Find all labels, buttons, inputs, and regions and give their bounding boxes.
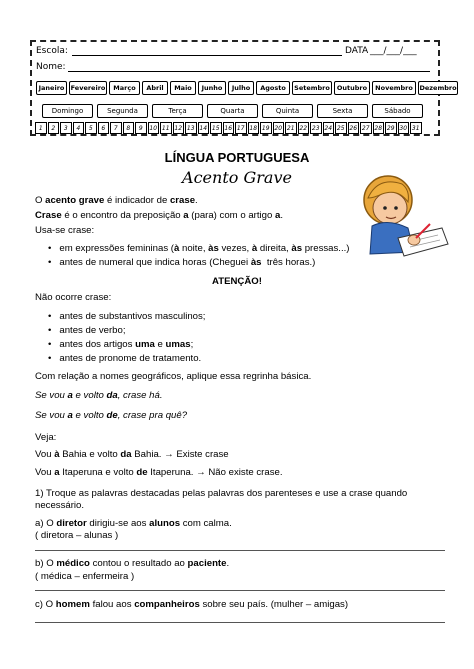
day-box[interactable]: 1 bbox=[35, 122, 47, 134]
text-line-1: O acento grave é indicador de crase. bbox=[35, 195, 198, 206]
day-box[interactable]: 21 bbox=[285, 122, 297, 134]
weekday-box[interactable]: Sexta bbox=[317, 104, 368, 118]
month-box[interactable]: Outubro bbox=[334, 81, 370, 95]
month-box[interactable]: Maio bbox=[170, 81, 196, 95]
weekday-box[interactable]: Segunda bbox=[97, 104, 148, 118]
escola-label: Escola: bbox=[36, 46, 68, 56]
day-box[interactable]: 12 bbox=[173, 122, 185, 134]
day-box[interactable]: 6 bbox=[98, 122, 110, 134]
months-row bbox=[36, 81, 458, 95]
text-line-4: Não ocorre crase: bbox=[35, 292, 112, 303]
day-box[interactable]: 28 bbox=[373, 122, 385, 134]
day-box[interactable]: 4 bbox=[73, 122, 85, 134]
data-label: DATA bbox=[345, 46, 369, 56]
day-box[interactable]: 20 bbox=[273, 122, 285, 134]
weekday-box[interactable]: Quarta bbox=[207, 104, 258, 118]
rule-line-2: Se vou a e volto de, crase pra quê? bbox=[35, 410, 188, 421]
month-box[interactable]: Janeiro bbox=[36, 81, 67, 95]
day-box[interactable]: 27 bbox=[360, 122, 372, 134]
day-box[interactable]: 25 bbox=[335, 122, 347, 134]
day-box[interactable]: 7 bbox=[110, 122, 122, 134]
day-box[interactable]: 19 bbox=[260, 122, 272, 134]
page-subtitle: Acento Grave bbox=[182, 168, 292, 187]
day-box[interactable]: 22 bbox=[298, 122, 310, 134]
item-b-hint: ( médica – enfermeira ) bbox=[35, 571, 135, 582]
day-box[interactable]: 2 bbox=[48, 122, 60, 134]
data-blank[interactable]: ___/___/___ bbox=[370, 46, 417, 56]
days-row bbox=[35, 122, 422, 134]
weekday-box[interactable]: Terça bbox=[152, 104, 203, 118]
item-c-sentence: c) O homem falou aos companheiros sobre seu país. (mulher – amigas) bbox=[35, 599, 349, 610]
month-box[interactable]: Setembro bbox=[292, 81, 332, 95]
day-box[interactable]: 23 bbox=[310, 122, 322, 134]
item-a-hint: ( diretora – alunas ) bbox=[35, 530, 119, 541]
month-box[interactable]: Julho bbox=[228, 81, 254, 95]
day-box[interactable]: 29 bbox=[385, 122, 397, 134]
month-box[interactable]: Fevereiro bbox=[69, 81, 107, 95]
question-1-line-a: 1) Troque as palavras destacadas pelas palavras dos parenteses e use a crase quando bbox=[35, 488, 408, 499]
item-b-sentence: b) O médico contou o resultado ao paciente. bbox=[35, 558, 230, 569]
bullet-item: • antes de numeral que indica horas (Cheguei às três horas.) bbox=[48, 257, 316, 268]
rule-line-1: Se vou a e volto da, crase há. bbox=[35, 390, 163, 401]
question-1-line-b: necessário. bbox=[35, 500, 85, 511]
weekday-box[interactable]: Domingo bbox=[42, 104, 93, 118]
text-line-3: Usa-se crase: bbox=[35, 225, 95, 236]
month-box[interactable]: Agosto bbox=[256, 81, 290, 95]
bullet-item: • antes dos artigos uma e umas; bbox=[48, 339, 194, 350]
page-title: LÍNGUA PORTUGUESA bbox=[164, 150, 310, 165]
example-line-2: Vou a Itaperuna e volto de Itaperuna. → Não existe crase. bbox=[35, 467, 283, 478]
atencao-heading: ATENÇÃO! bbox=[212, 276, 262, 287]
text-line-8: Veja: bbox=[35, 432, 57, 443]
escola-line[interactable] bbox=[72, 55, 342, 56]
day-box[interactable]: 16 bbox=[223, 122, 235, 134]
bullet-item: • antes de substantivos masculinos; bbox=[48, 311, 206, 322]
day-box[interactable]: 24 bbox=[323, 122, 335, 134]
month-box[interactable]: Dezembro bbox=[418, 81, 458, 95]
day-box[interactable]: 14 bbox=[198, 122, 210, 134]
day-box[interactable]: 11 bbox=[160, 122, 172, 134]
day-box[interactable]: 5 bbox=[85, 122, 97, 134]
nome-line[interactable] bbox=[68, 71, 430, 72]
day-box[interactable]: 26 bbox=[348, 122, 360, 134]
day-box[interactable]: 10 bbox=[148, 122, 160, 134]
month-box[interactable]: Março bbox=[109, 81, 140, 95]
weekday-box[interactable]: Quinta bbox=[262, 104, 313, 118]
day-box[interactable]: 17 bbox=[235, 122, 247, 134]
item-a-sentence: a) O diretor dirigiu-se aos alunos com calma. bbox=[35, 518, 232, 529]
day-box[interactable]: 3 bbox=[60, 122, 72, 134]
day-box[interactable]: 15 bbox=[210, 122, 222, 134]
day-box[interactable]: 31 bbox=[410, 122, 422, 134]
nome-label: Nome: bbox=[36, 62, 66, 72]
boy-studying-illustration bbox=[358, 168, 450, 260]
answer-line[interactable] bbox=[35, 622, 445, 623]
bullet-item: • em expressões femininas (à noite, às vezes, à direita, às pressas...) bbox=[48, 243, 350, 254]
answer-line[interactable] bbox=[35, 590, 445, 591]
bullet-item: • antes de verbo; bbox=[48, 325, 126, 336]
answer-line[interactable] bbox=[35, 550, 445, 551]
weekday-box[interactable]: Sábado bbox=[372, 104, 423, 118]
example-line-1: Vou à Bahia e volto da Bahia. → Existe crase bbox=[35, 449, 229, 460]
bullet-item: • antes de pronome de tratamento. bbox=[48, 353, 202, 364]
weekdays-row bbox=[42, 104, 423, 118]
month-box[interactable]: Abril bbox=[142, 81, 168, 95]
day-box[interactable]: 18 bbox=[248, 122, 260, 134]
day-box[interactable]: 13 bbox=[185, 122, 197, 134]
month-box[interactable]: Novembro bbox=[372, 81, 416, 95]
text-line-5: Com relação a nomes geográficos, aplique essa regrinha básica. bbox=[35, 371, 312, 382]
day-box[interactable]: 30 bbox=[398, 122, 410, 134]
day-box[interactable]: 8 bbox=[123, 122, 135, 134]
day-box[interactable]: 9 bbox=[135, 122, 147, 134]
month-box[interactable]: Junho bbox=[198, 81, 226, 95]
text-line-2: Crase é o encontro da preposição a (para) com o artigo a. bbox=[35, 210, 284, 221]
